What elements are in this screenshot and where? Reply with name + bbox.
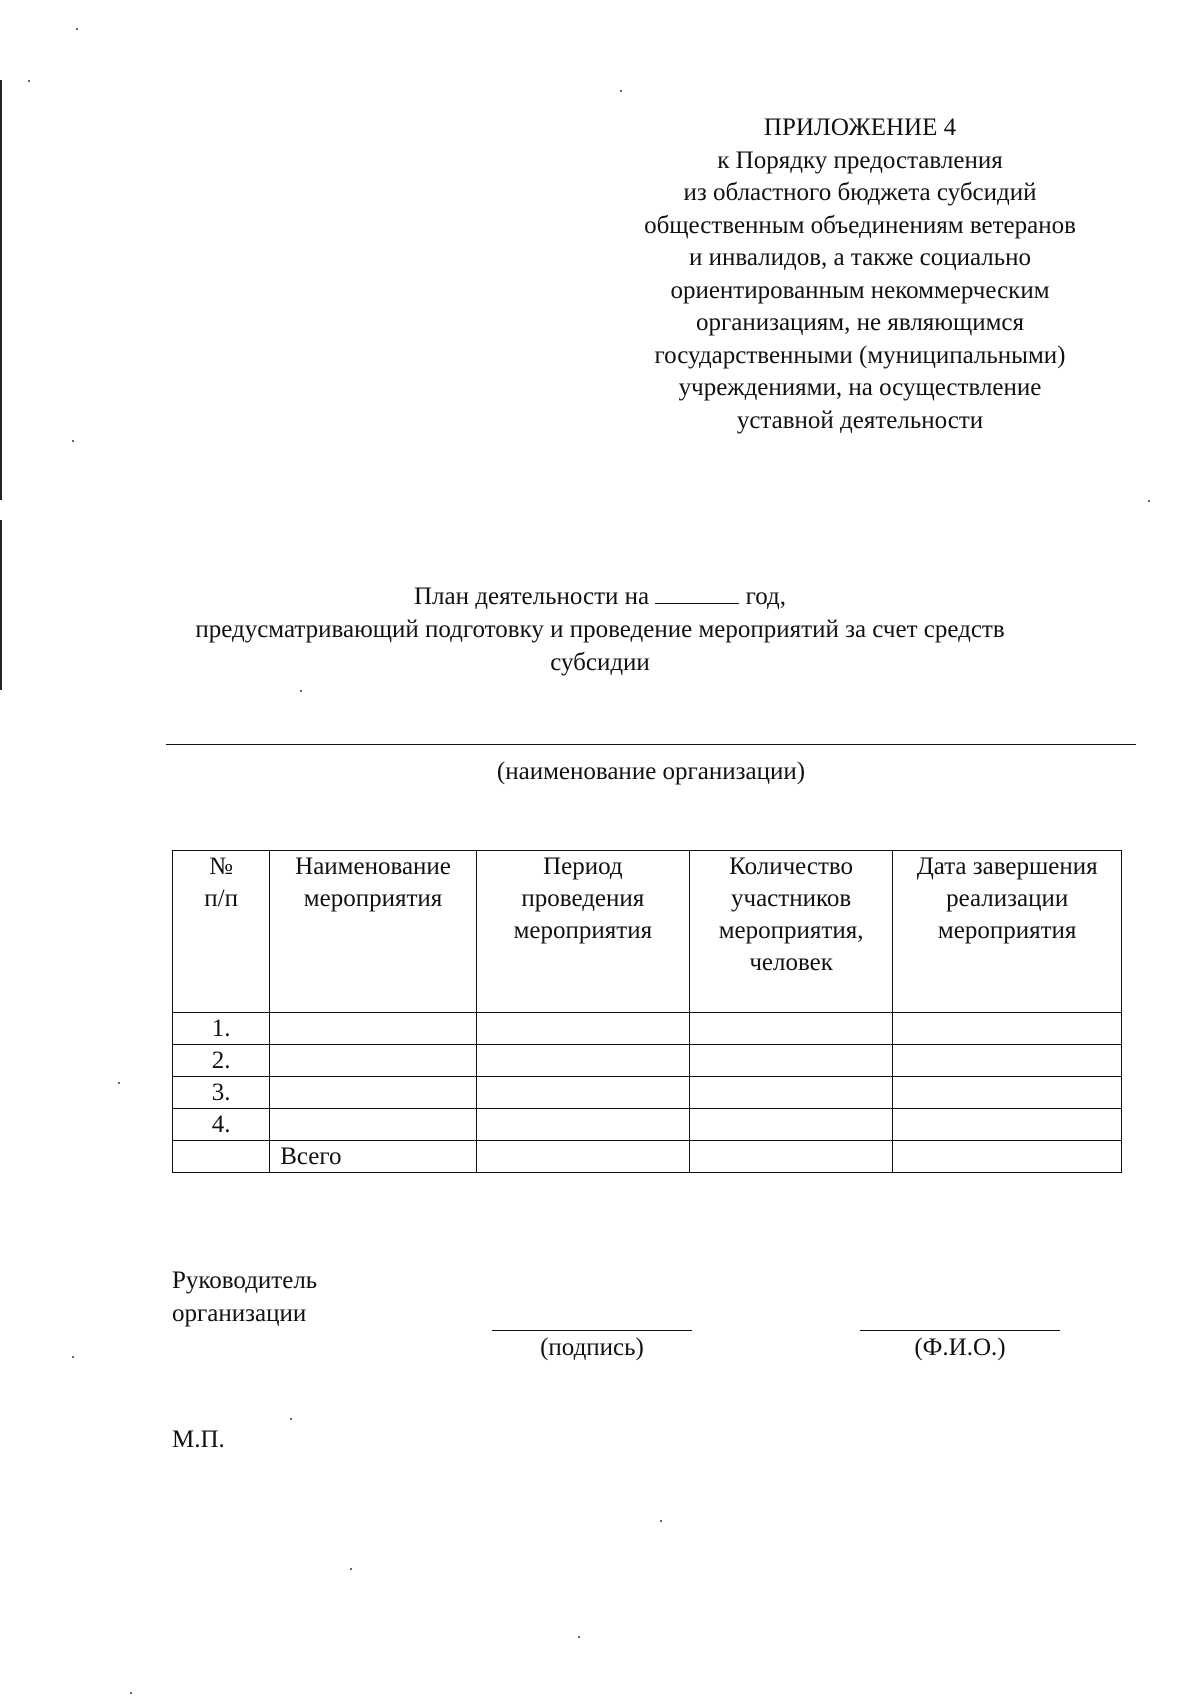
appendix-line: уставной деятельности: [736, 406, 984, 434]
header-text: участников: [731, 885, 852, 912]
scan-speck: [28, 80, 30, 82]
table-cell[interactable]: [689, 1141, 892, 1173]
table-cell[interactable]: [476, 1141, 689, 1173]
total-label: Всего: [270, 1141, 477, 1173]
header-text: мероприятия: [303, 885, 443, 912]
row-number: 1.: [173, 1013, 270, 1045]
signatory-title-line: организации: [172, 1300, 307, 1327]
table-cell[interactable]: [893, 1109, 1122, 1141]
scan-speck: [660, 1520, 662, 1522]
scan-speck: [118, 1082, 120, 1084]
appendix-line: организациям, не являющимся: [695, 309, 1025, 336]
appendix-line: из областного бюджета субсидий: [683, 179, 1037, 206]
header-text: №: [209, 853, 234, 880]
full-name-field[interactable]: [860, 1330, 1060, 1331]
header-text: реализации: [946, 885, 1069, 912]
table-cell[interactable]: [689, 1045, 892, 1077]
scan-speck: [72, 1356, 74, 1358]
plan-title-start: План деятельности на: [414, 583, 650, 610]
appendix-line: общественным объединениям ветеранов: [644, 211, 1076, 239]
scan-speck: [290, 1418, 292, 1420]
header-text: проведения: [521, 885, 645, 912]
row-number: 4.: [173, 1109, 270, 1141]
header-text: мероприятия: [937, 917, 1077, 944]
table-cell[interactable]: [270, 1109, 477, 1141]
table-row: [173, 1013, 1122, 1045]
scan-speck: [620, 90, 622, 92]
header-text: Дата завершения: [916, 853, 1098, 880]
table-header-row: [173, 851, 1122, 1013]
activities-table: [172, 850, 1122, 1173]
appendix-line: и инвалидов, а также социально: [688, 244, 1032, 271]
scan-edge-line: [0, 520, 2, 690]
table-cell[interactable]: [270, 1045, 477, 1077]
signature-field[interactable]: [492, 1330, 692, 1331]
table-cell[interactable]: [893, 1077, 1122, 1109]
table-cell[interactable]: [270, 1013, 477, 1045]
scan-speck: [130, 1692, 132, 1694]
appendix-line: учреждениями, на осуществление: [678, 374, 1042, 401]
table-cell[interactable]: [689, 1109, 892, 1141]
scan-speck: [300, 690, 302, 692]
header-text: мероприятия: [513, 917, 653, 944]
header-text: человек: [749, 949, 833, 976]
year-blank-field[interactable]: [655, 583, 739, 604]
header-number: [173, 851, 270, 1013]
row-number: 2.: [173, 1045, 270, 1077]
scan-speck: [1148, 500, 1150, 502]
appendix-line: к Порядку предоставления: [717, 146, 1003, 174]
table-cell[interactable]: [476, 1045, 689, 1077]
plan-title-line-2: предусматривающий подготовку и проведение мероприятий за счет средств: [195, 616, 1005, 643]
organization-caption: (наименование организации): [496, 758, 806, 785]
signatory-title: [172, 1264, 317, 1330]
table-row: [173, 1077, 1122, 1109]
scan-speck: [578, 1636, 580, 1638]
header-text: Количество: [729, 853, 854, 880]
header-text: мероприятия,: [718, 917, 864, 944]
table-row: [173, 1109, 1122, 1141]
stamp-place: М.П.: [172, 1426, 225, 1453]
table-cell[interactable]: [689, 1013, 892, 1045]
table-cell[interactable]: [689, 1077, 892, 1109]
row-number: 3.: [173, 1077, 270, 1109]
appendix-line: ПРИЛОЖЕНИЕ 4: [763, 114, 957, 141]
plan-title-end: год,: [745, 583, 786, 610]
signature-caption: (подпись): [540, 1334, 644, 1361]
table-cell: [173, 1141, 270, 1173]
header-text: п/п: [204, 885, 238, 912]
scan-speck: [76, 28, 78, 30]
signatory-title-line: Руководитель: [172, 1267, 318, 1294]
table-total-row: [173, 1141, 1122, 1173]
organization-name-field[interactable]: [166, 744, 1136, 745]
scan-edge-line: [0, 80, 2, 500]
table-cell[interactable]: [893, 1045, 1122, 1077]
plan-title-line-3: субсидии: [550, 649, 650, 676]
header-participants: [689, 851, 892, 1013]
full-name-caption: (Ф.И.О.): [914, 1334, 1006, 1361]
table-cell[interactable]: [270, 1077, 477, 1109]
header-completion-date: [893, 851, 1122, 1013]
table-cell[interactable]: [893, 1013, 1122, 1045]
table-cell[interactable]: [893, 1141, 1122, 1173]
scan-speck: [350, 1568, 352, 1570]
table-cell[interactable]: [476, 1109, 689, 1141]
appendix-line: ориентированным некоммерческим: [670, 276, 1050, 304]
header-text: Наименование: [295, 853, 451, 880]
header-period: [476, 851, 689, 1013]
scan-speck: [72, 440, 74, 442]
table-cell[interactable]: [476, 1013, 689, 1045]
header-event-name: [270, 851, 477, 1013]
plan-title: [100, 580, 1100, 679]
plan-title-line-1: [100, 580, 1100, 613]
table-cell[interactable]: [476, 1077, 689, 1109]
appendix-header: [600, 112, 1120, 437]
table-row: [173, 1045, 1122, 1077]
appendix-line: государственными (муниципальными): [654, 341, 1066, 369]
header-text: Период: [543, 853, 623, 880]
